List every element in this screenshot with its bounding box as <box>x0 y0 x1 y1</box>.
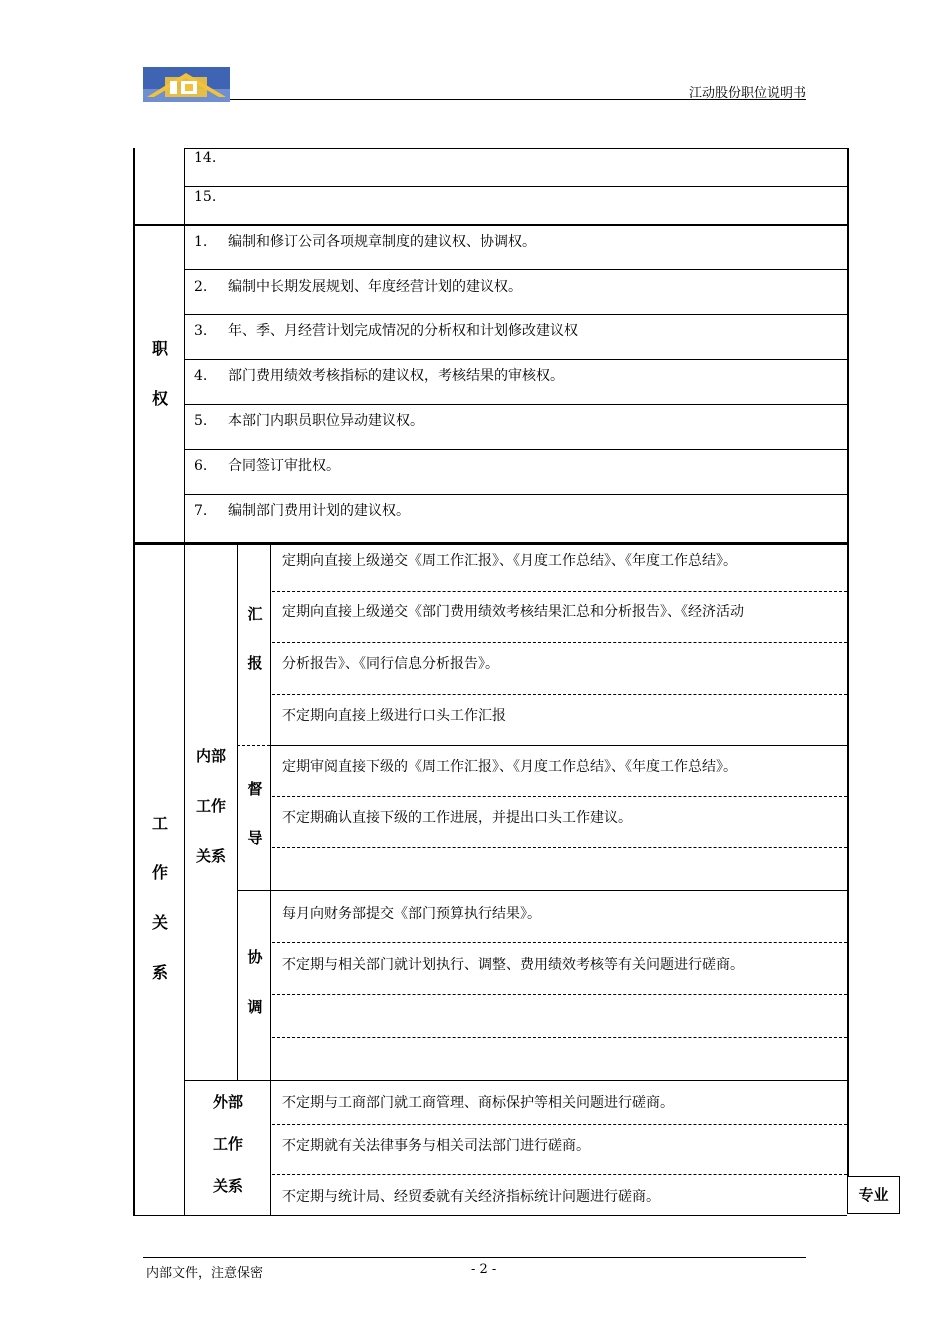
work-label-1: 工 <box>151 814 168 833</box>
authority-item: 1. 编制和修订公司各项规章制度的建议权、协调权。 <box>194 234 536 250</box>
authority-item: 5. 本部门内职员职位异动建议权。 <box>194 413 424 429</box>
internal-label-3: 关系 <box>195 847 226 865</box>
authority-item: 2. 编制中长期发展规划、年度经营计划的建议权。 <box>194 279 522 295</box>
dashed-divider <box>272 994 847 995</box>
row-border <box>184 1080 847 1081</box>
row-14: 14. <box>194 150 217 166</box>
supervise-line: 定期审阅直接下级的《周工作汇报》、《月度工作总结》、《年度工作总结》。 <box>282 759 737 775</box>
supervise-label-1: 督 <box>247 780 263 798</box>
work-label-3: 关 <box>151 913 168 932</box>
dashed-divider <box>272 796 847 797</box>
row-border <box>270 745 847 746</box>
report-label-2: 报 <box>247 654 263 672</box>
internal-label-1: 内部 <box>195 747 226 765</box>
section-border <box>133 542 847 545</box>
authority-item: 4. 部门费用绩效考核指标的建议权，考核结果的审核权。 <box>194 368 564 384</box>
footer-rule <box>143 1257 806 1258</box>
coordinate-line: 每月向财务部提交《部门预算执行结果》。 <box>282 906 541 922</box>
report-line: 不定期向直接上级进行口头工作汇报 <box>282 708 506 724</box>
row-border <box>184 404 847 405</box>
report-line: 定期向直接上级递交《周工作汇报》、《月度工作总结》、《年度工作总结》。 <box>282 553 737 569</box>
report-line: 定期向直接上级递交《部门费用绩效考核结果汇总和分析报告》、《经济活动 <box>282 604 744 620</box>
row-border <box>184 148 847 149</box>
row-border <box>184 359 847 360</box>
dashed-divider <box>272 1124 847 1125</box>
authority-item: 6. 合同签订审批权。 <box>194 458 340 474</box>
coordinate-label-2: 调 <box>247 998 263 1016</box>
table-right-border <box>847 148 849 1176</box>
authority-item: 7. 编制部门费用计划的建议权。 <box>194 503 410 519</box>
dashed-divider <box>237 745 270 746</box>
external-line: 不定期与统计局、经贸委就有关经济指标统计问题进行磋商。 <box>282 1189 660 1205</box>
row-border <box>184 449 847 450</box>
work-label-4: 系 <box>151 963 168 982</box>
external-line: 不定期与工商部门就工商管理、商标保护等相关问题进行磋商。 <box>282 1095 674 1111</box>
supervise-line: 不定期确认直接下级的工作进展，并提出口头工作建议。 <box>282 810 632 826</box>
work-label-2: 作 <box>151 863 168 882</box>
coordinate-line: 不定期与相关部门就计划执行、调整、费用绩效考核等有关问题进行磋商。 <box>282 957 744 973</box>
company-logo <box>143 67 230 102</box>
external-label-1: 外部 <box>212 1093 243 1111</box>
row-border <box>184 314 847 315</box>
report-line: 分析报告》、《同行信息分析报告》。 <box>282 656 499 672</box>
external-label-2: 工作 <box>212 1135 243 1153</box>
footer-confidential: 内部文件，注意保密 <box>146 1266 264 1281</box>
supervise-label-2: 导 <box>247 829 263 847</box>
table-left-border <box>133 148 135 1216</box>
dashed-divider <box>272 591 847 592</box>
label-column-divider <box>184 148 185 1216</box>
dashed-divider <box>272 694 847 695</box>
row-border <box>237 890 847 891</box>
coordinate-label-1: 协 <box>247 948 263 966</box>
authority-item: 3. 年、季、月经营计划完成情况的分析权和计划修改建议权 <box>194 323 578 339</box>
external-label-3: 关系 <box>212 1177 243 1195</box>
row-border <box>184 494 847 495</box>
section-border <box>133 224 847 226</box>
authority-label-1: 职 <box>151 339 168 358</box>
internal-divider <box>237 542 238 1080</box>
dashed-divider <box>272 942 847 943</box>
dashed-divider <box>272 1174 847 1175</box>
row-border <box>184 186 847 187</box>
dashed-divider <box>272 847 847 848</box>
row-border <box>184 269 847 270</box>
document-title: 江动股份职位说明书 <box>688 86 806 101</box>
internal-label-2: 工作 <box>195 797 226 815</box>
side-label-box: 专业 <box>847 1176 900 1214</box>
row-15: 15. <box>194 189 217 205</box>
external-line: 不定期就有关法律事务与相关司法部门进行磋商。 <box>282 1138 590 1154</box>
authority-label-2: 权 <box>151 389 168 408</box>
page-number: - 2 - <box>471 1262 497 1277</box>
report-label-1: 汇 <box>247 605 263 623</box>
table-bottom-border <box>133 1215 847 1216</box>
header-rule <box>230 99 806 100</box>
dashed-divider <box>272 1037 847 1038</box>
content-divider <box>270 542 271 1215</box>
dashed-divider <box>272 642 847 643</box>
